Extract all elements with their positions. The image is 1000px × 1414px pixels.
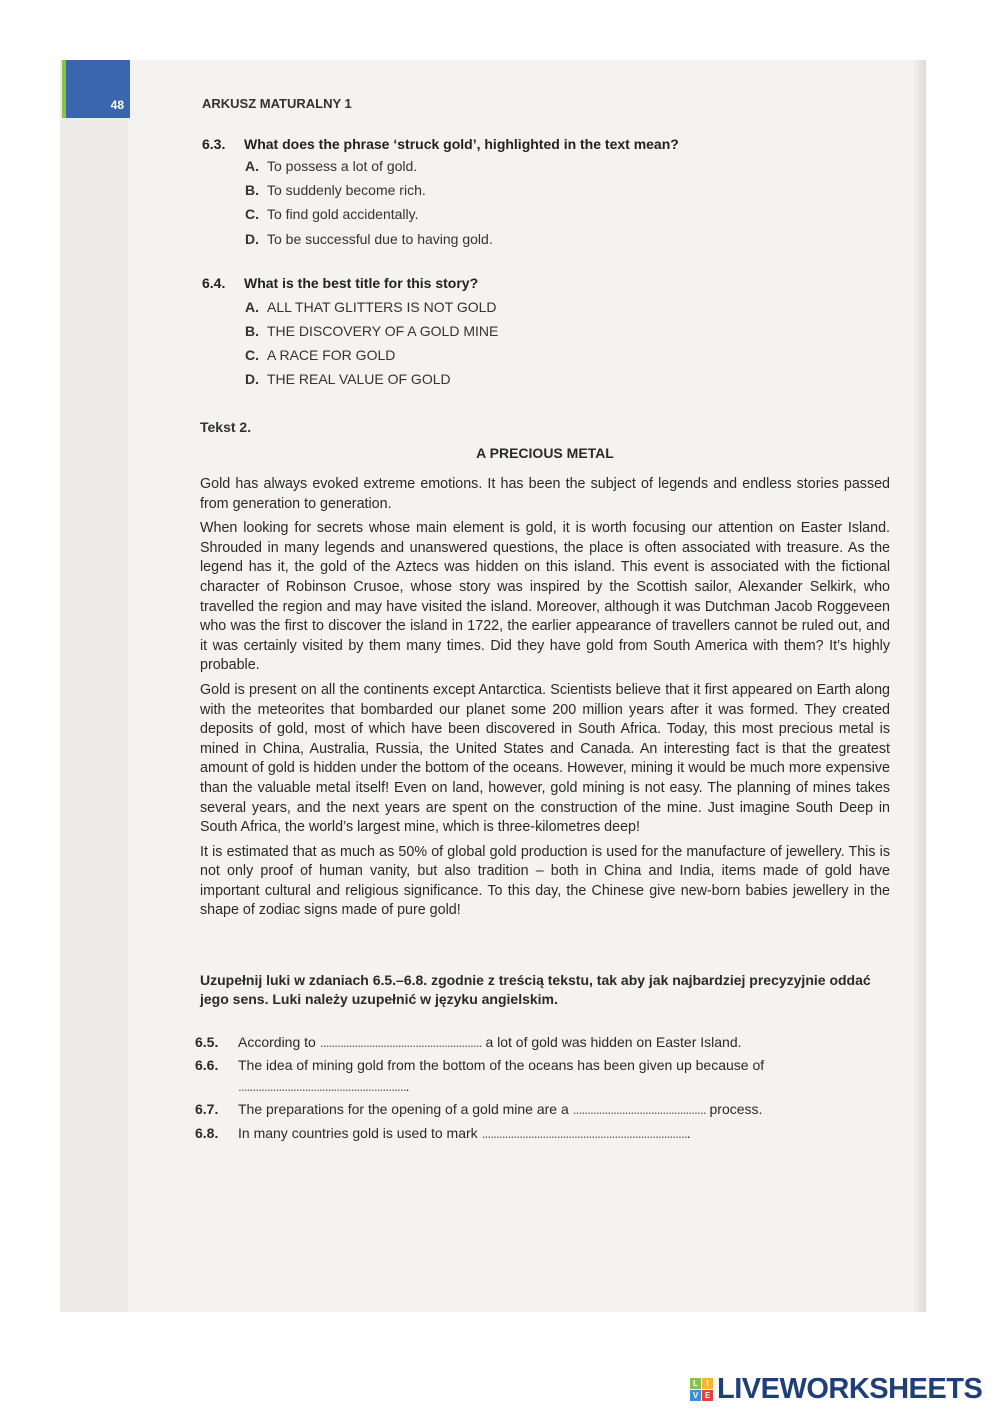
question-6-4: [202, 275, 478, 291]
option-c: C. To find gold accidentally.: [245, 206, 419, 222]
reading-text: [200, 475, 890, 926]
question-6-3: [202, 136, 679, 152]
paragraph: It is estimated that as much as 50% of global gold production is used for the manufacture of jewellery. This is not only proof of human vanity, but also tradition – both in China and India, items made of gold have important cultural and religious significance. To this day, the Chinese give new-born babies jewellery in the shape of zodiac signs made of pure gold!: [200, 843, 890, 919]
liveworksheets-logo: [690, 1373, 982, 1406]
gap-item-6-6: 6.6. The idea of mining gold from the bottom of the oceans has been given up because of: [195, 1057, 765, 1073]
gap-item-6-8: 6.8. In many countries gold is used to mark ........................................................................: [195, 1125, 691, 1141]
answer-gap[interactable]: ..........................................................: [238, 1078, 406, 1094]
option-a: A. To possess a lot of gold.: [245, 158, 418, 174]
logo-text: LIVEWORKSHEETS: [717, 1373, 983, 1405]
option-d: D. To be successful due to having gold.: [245, 231, 493, 247]
gap-item-6-5: 6.5. According to ........................................................ a lot of gold was hidden on Easter Island.: [195, 1034, 742, 1050]
text-label: Tekst 2.: [200, 419, 252, 435]
answer-gap[interactable]: ..............................................: [572, 1101, 706, 1117]
page-margin: [60, 60, 128, 1312]
gap-item-6-7: 6.7. The preparations for the opening of a gold mine are a .............................................. process.: [195, 1101, 763, 1117]
option-b: B. To suddenly become rich.: [245, 182, 426, 198]
answer-gap[interactable]: ........................................................: [319, 1034, 482, 1050]
option-a: A. ALL THAT GLITTERS IS NOT GOLD: [245, 299, 497, 315]
page-edge-shadow: [912, 60, 926, 1312]
paragraph: Gold has always evoked extreme emotions. It has been the subject of legends and endless stories passed from generation to generation.: [200, 476, 890, 512]
paragraph: When looking for secrets whose main element is gold, it is worth focusing our attention on Easter Island. Shrouded in many legends and unanswered questions, the place is often associated with treasure. As the legend has it, the gold of the Aztecs was hidden on this island. This event is associated with the fictional character of Robinson Crusoe, whose story was inspired by the Scottish sailor, Alexander Selkirk, who travelled the region and may have visited the island. Moreover, although it was Dutchman Jacob Roggeveen who was the first to discover the island in 1722, the earlier appearance of travellers cannot be ruled out, and it was certainly visited by them many times. Did they have gold from South America with them? It’s highly probable.: [200, 520, 890, 674]
option-c: C. A RACE FOR GOLD: [245, 347, 396, 363]
question-number: 6.4.: [202, 275, 226, 291]
question-number: 6.3.: [202, 136, 226, 152]
question-text: What is the best title for this story?: [244, 275, 479, 291]
gap-item-6-6-line: ...........................................................: [238, 1078, 410, 1094]
instruction: Uzupełnij luki w zdaniach 6.5.–6.8. zgodnie z treścią tekstu, tak aby jak najbardziej precyzyjnie oddać jego sens. Luki należy uzupełnić w języku angielskim.: [200, 972, 871, 1007]
question-text: What does the phrase ‘struck gold’, highlighted in the text mean?: [244, 136, 679, 152]
text-title: A PRECIOUS METAL: [476, 445, 614, 461]
answer-gap[interactable]: .......................................................................: [481, 1125, 687, 1141]
logo-tiles-icon: L I V E: [690, 1378, 713, 1401]
option-d: D. THE REAL VALUE OF GOLD: [245, 371, 451, 387]
paragraph: Gold is present on all the continents except Antarctica. Scientists believe that it first appeared on Earth along with the meteorites that bombarded our planet some 200 million years after it was formed. They created deposits of gold, most of which have been discovered in South Africa. Today, this most precious metal is mined in China, Australia, Russia, the United States and Canada. An interesting fact is that the greatest amount of gold is hidden under the bottom of the oceans. However, mining it would be much more expensive than the valuable metal itself! Even on land, however, gold mining is not easy. The planning of mines takes several years, and the next years are spent on the construction of the mine. Just imagine South Deep in South Africa, the world’s largest mine, which is three-kilometres deep!: [200, 681, 890, 836]
option-b: B. THE DISCOVERY OF A GOLD MINE: [245, 323, 499, 339]
page-number: 48: [62, 60, 130, 118]
page-header: ARKUSZ MATURALNY 1: [202, 96, 352, 111]
